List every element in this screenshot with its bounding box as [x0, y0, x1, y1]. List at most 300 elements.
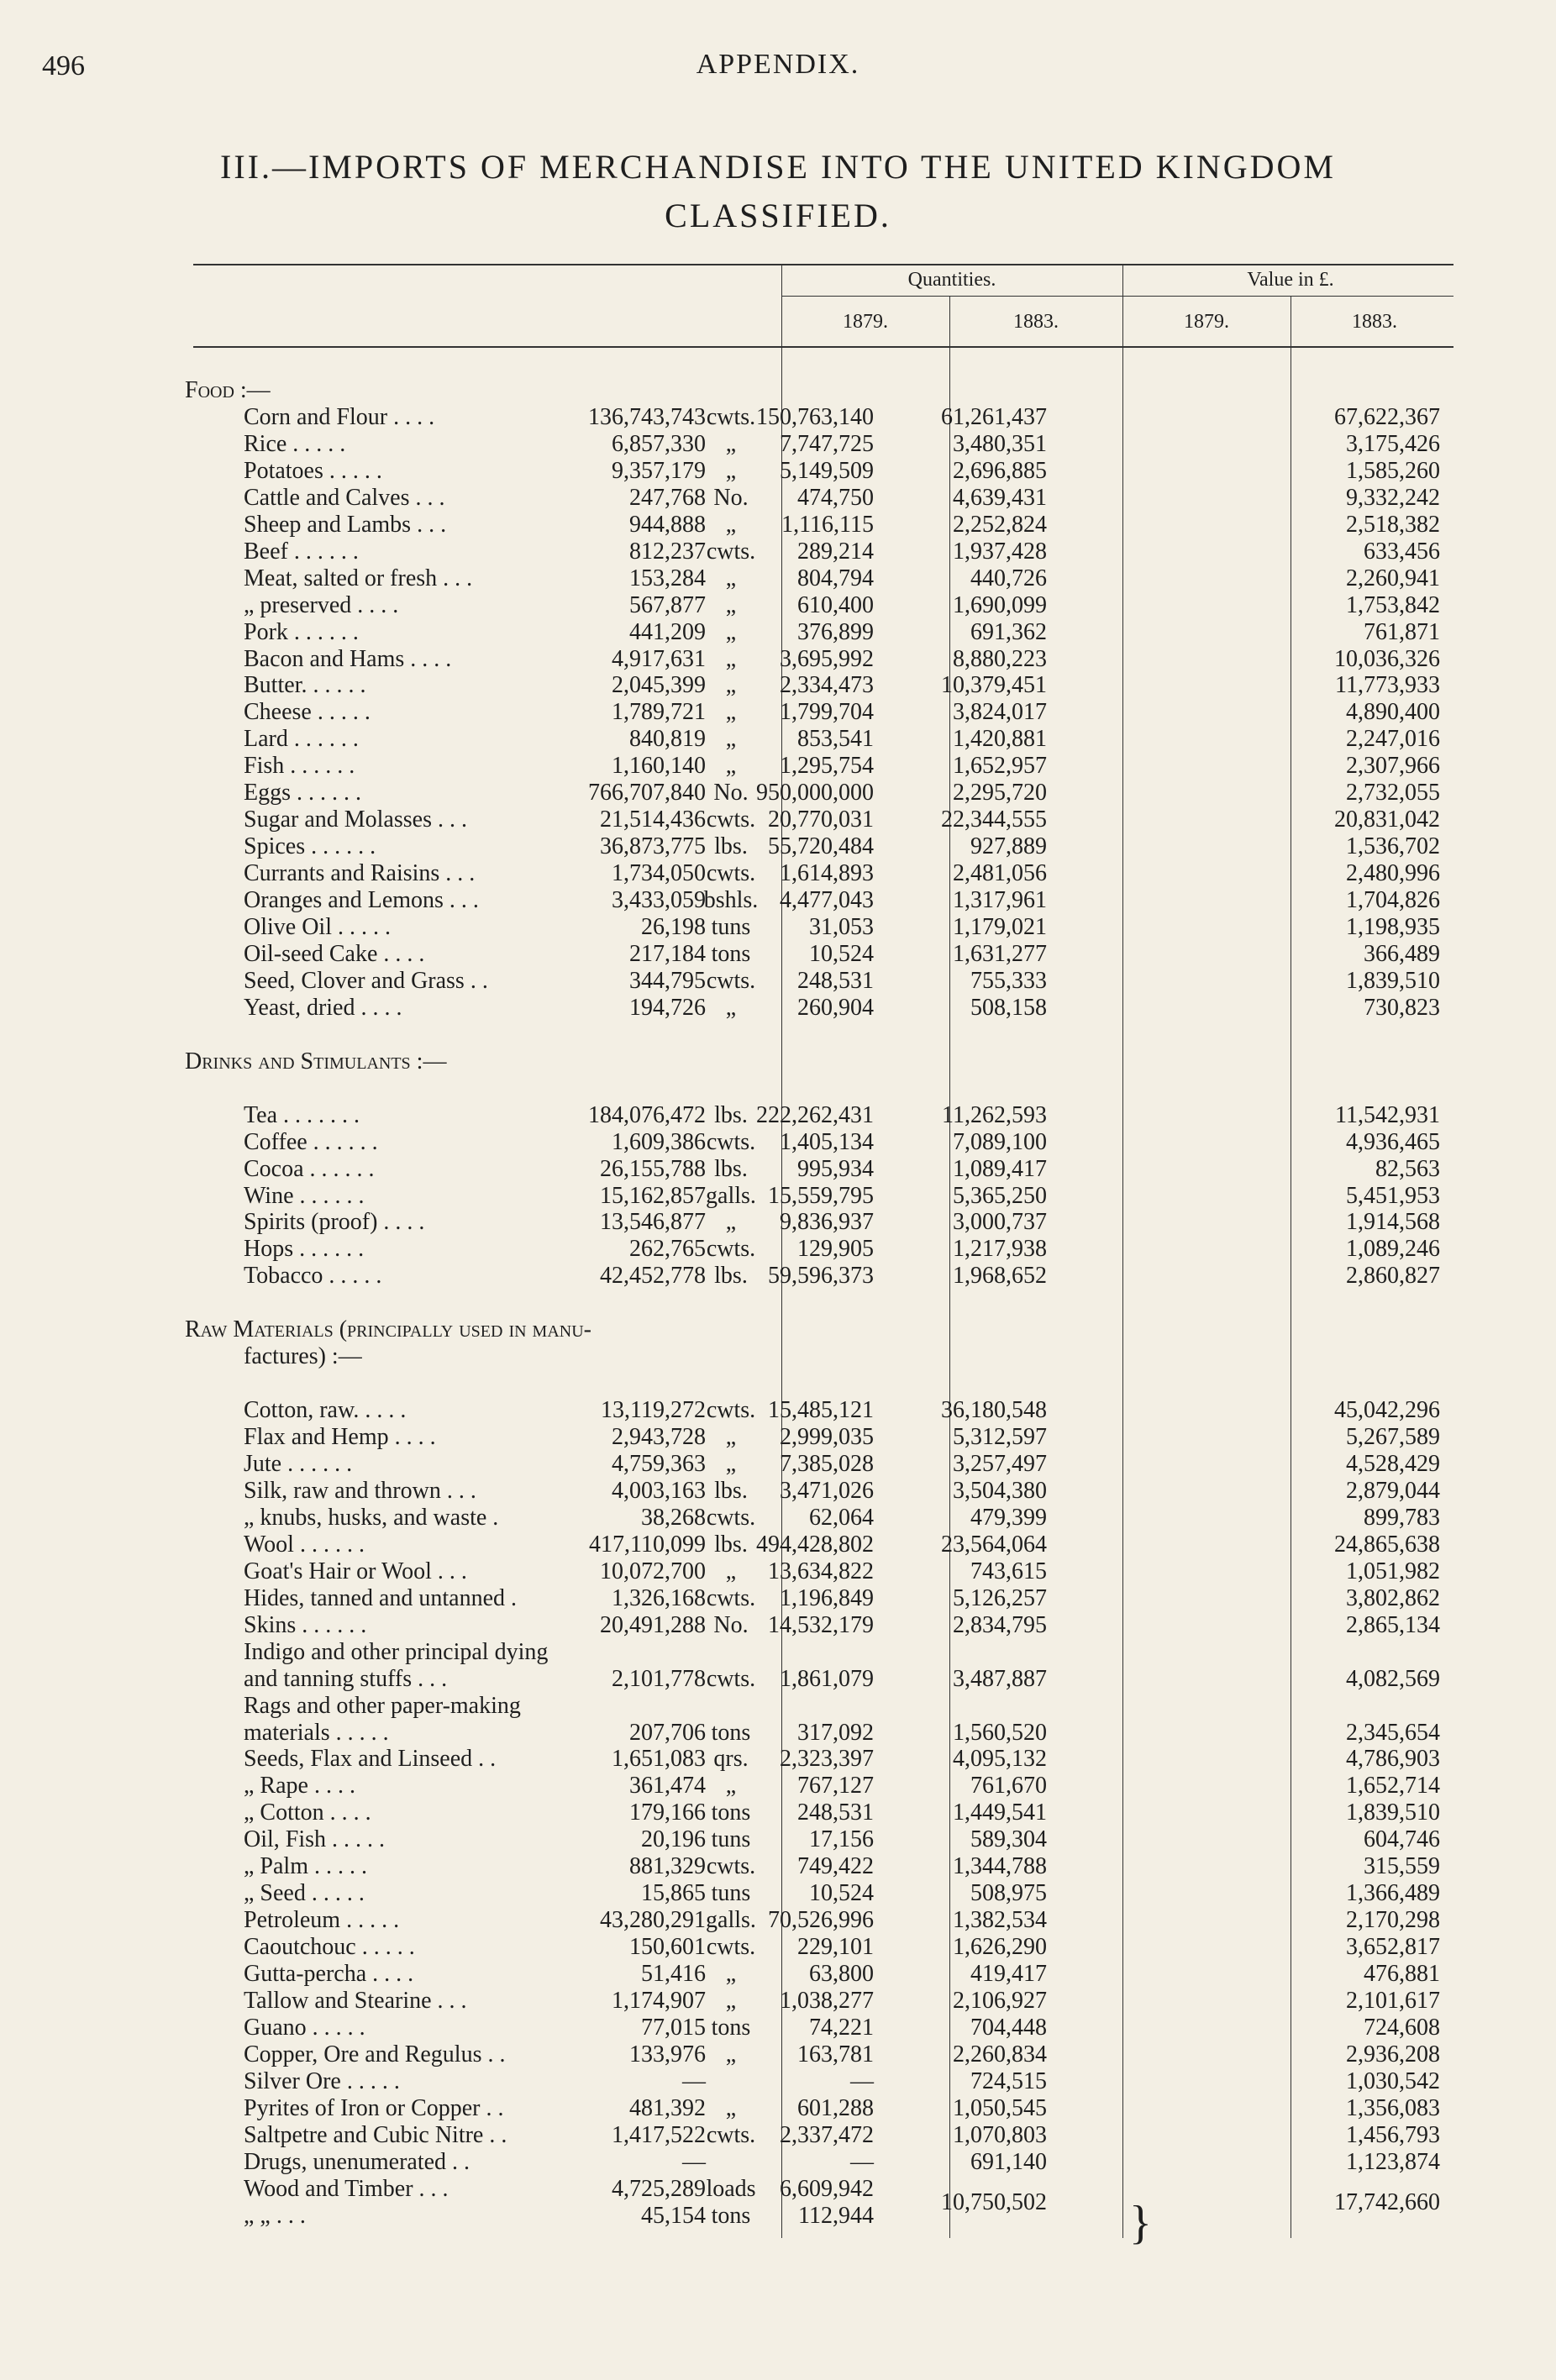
value-1883: 2,101,617: [1346, 1988, 1440, 2014]
quantity-1879: 15,162,857: [600, 1182, 706, 1209]
quantity-1879: 179,166: [629, 1799, 706, 1826]
value-1879: 3,487,887: [953, 1665, 1047, 1692]
value-1883: 5,451,953: [1346, 1182, 1440, 1209]
value-1883: 2,518,382: [1346, 511, 1440, 538]
row-unit: tons: [711, 1719, 751, 1746]
value-1883: 1,914,568: [1346, 1209, 1440, 1236]
quantity-1883: 7,385,028: [780, 1451, 874, 1477]
row-unit: cwts.: [706, 806, 756, 833]
row-label: Oil, Fish . . . . .: [244, 1826, 386, 1853]
value-1883: 476,881: [1364, 1961, 1440, 1988]
quantity-1883: 20,770,031: [768, 806, 874, 833]
quantity-1879: 247,768: [629, 484, 706, 511]
row-label: Wool . . . . . .: [244, 1531, 365, 1558]
value-1883: 9,332,242: [1346, 484, 1440, 511]
quantity-1883: 13,634,822: [768, 1558, 874, 1584]
value-1879: 1,217,938: [953, 1236, 1047, 1263]
row-label: „ Rape . . . .: [244, 1773, 355, 1799]
row-unit: „: [725, 565, 737, 591]
row-unit: cwts.: [706, 1853, 756, 1880]
value-1879: 743,615: [970, 1558, 1047, 1584]
quantity-1879: 344,795: [629, 967, 706, 994]
table-row-continuation: [176, 1074, 1462, 1102]
row-label: Beef . . . . . .: [244, 538, 359, 565]
quantity-1883: 4,477,043: [780, 887, 874, 914]
quantity-1879: 10,072,700: [600, 1558, 706, 1584]
section-heading: [176, 1316, 1462, 1343]
table-row: [176, 1906, 1462, 1934]
table-row: [176, 1933, 1462, 1961]
quantity-1883: 1,861,079: [780, 1665, 874, 1692]
row-unit: cwts.: [706, 1397, 756, 1424]
quantity-1879: 812,237: [629, 538, 706, 565]
quantity-1883: 7,747,725: [780, 430, 874, 457]
table-row: [176, 1155, 1462, 1183]
table-row: [176, 1745, 1462, 1773]
row-label: Oil-seed Cake . . . .: [244, 940, 425, 967]
quantity-1879: 20,491,288: [600, 1611, 706, 1638]
value-1879: 1,050,545: [953, 2094, 1047, 2121]
quantity-1879: 944,888: [629, 511, 706, 538]
table-row: [176, 1477, 1462, 1505]
table-row: [176, 1182, 1462, 1210]
row-label: Corn and Flour . . . .: [244, 403, 435, 430]
row-label: Spices . . . . . .: [244, 833, 376, 860]
quantity-1883: 229,101: [797, 1934, 874, 1961]
quantity-1883: 70,526,996: [768, 1907, 874, 1934]
table-row: [176, 430, 1462, 458]
quantity-1883: —: [850, 2148, 874, 2175]
quantity-1879: 13,546,877: [600, 1209, 706, 1236]
table-row: [176, 1450, 1462, 1478]
value-1883: 1,704,826: [1346, 887, 1440, 914]
quantity-1879: 2,045,399: [612, 672, 706, 699]
quantity-1883: 6,609,942: [780, 2175, 874, 2202]
col-header-v1883: 1883.: [1352, 311, 1397, 333]
table-row: [176, 2121, 1462, 2149]
value-1883: 82,563: [1375, 1155, 1440, 1182]
quantity-1883: 1,196,849: [780, 1584, 874, 1611]
row-label: Pork . . . . . .: [244, 618, 359, 645]
quantity-1879: 15,865: [641, 1880, 706, 1907]
row-label: „ Cotton . . . .: [244, 1799, 371, 1826]
row-label: Caoutchouc . . . . .: [244, 1934, 415, 1961]
quantity-1883: 10,524: [809, 940, 874, 967]
col-header-q1879: 1879.: [843, 311, 888, 333]
value-1883: 2,260,941: [1346, 565, 1440, 591]
table-row: [176, 725, 1462, 753]
value-1883: 1,356,083: [1346, 2094, 1440, 2121]
row-label: Silver Ore . . . . .: [244, 2067, 400, 2094]
row-unit: lbs.: [714, 1101, 748, 1128]
quantity-1883: 63,800: [809, 1961, 874, 1988]
table-row-continuation: [176, 1342, 1462, 1370]
value-1883: 1,839,510: [1346, 1799, 1440, 1826]
row-unit: „: [725, 1451, 737, 1477]
row-unit: tuns: [711, 1880, 751, 1907]
quantity-1879: 21,514,436: [600, 806, 706, 833]
table-row-continuation: [176, 1289, 1462, 1316]
quantity-1883: 601,288: [797, 2094, 874, 2121]
section-label: Drinks and Stimulants :—: [185, 1048, 447, 1074]
value-1879: 1,382,534: [953, 1907, 1047, 1934]
value-1879: 1,317,961: [953, 887, 1047, 914]
row-label: Meat, salted or fresh . . .: [244, 565, 473, 591]
value-1879: 691,362: [970, 618, 1047, 645]
value-1879: 927,889: [970, 833, 1047, 860]
value-1879: 2,834,795: [953, 1611, 1047, 1638]
value-1879: 1,420,881: [953, 726, 1047, 753]
row-label: Yeast, dried . . . .: [244, 994, 402, 1021]
value-1879: 3,480,351: [953, 430, 1047, 457]
quantity-1883: 1,405,134: [780, 1128, 874, 1155]
value-1883: 1,839,510: [1346, 967, 1440, 994]
section-heading: [176, 376, 1462, 404]
quantity-1879: 6,857,330: [612, 430, 706, 457]
value-1883: 3,652,817: [1346, 1934, 1440, 1961]
table-row: [176, 1504, 1462, 1532]
row-label: Guano . . . . .: [244, 2014, 365, 2041]
row-label: materials . . . . .: [244, 1719, 389, 1746]
quantity-1883: 1,614,893: [780, 860, 874, 887]
quantity-1879: 26,155,788: [600, 1155, 706, 1182]
value-1883: 11,773,933: [1335, 672, 1440, 699]
value-1879: 1,344,788: [953, 1853, 1047, 1880]
table-row: [176, 994, 1462, 1022]
row-label: Lard . . . . . .: [244, 726, 359, 753]
quantity-1879: 1,326,168: [612, 1584, 706, 1611]
value-1883: 5,267,589: [1346, 1424, 1440, 1451]
table-row: [176, 1208, 1462, 1236]
row-label: Fish . . . . . .: [244, 753, 355, 780]
row-unit: tons: [711, 2014, 751, 2041]
row-label: Rice . . . . .: [244, 430, 346, 457]
value-1883: 2,879,044: [1346, 1477, 1440, 1504]
quantity-1883: 2,334,473: [780, 672, 874, 699]
quantity-1879: 567,877: [629, 591, 706, 618]
table-row-continuation: [176, 1638, 1462, 1666]
row-label: Goat's Hair or Wool . . .: [244, 1558, 467, 1584]
value-1879: 22,344,555: [941, 806, 1047, 833]
title-line-1: III.—IMPORTS OF MERCHANDISE INTO THE UNITED KINGDOM: [220, 148, 1336, 186]
quantity-1883: 150,763,140: [756, 403, 874, 430]
value-1879: 3,824,017: [953, 699, 1047, 726]
row-unit: cwts.: [706, 2121, 756, 2148]
quantity-1879: 481,392: [629, 2094, 706, 2121]
quantity-1883: 112,944: [798, 2202, 874, 2229]
quantity-1879: 1,734,050: [612, 860, 706, 887]
header-sub-rule: [781, 296, 1453, 297]
row-unit: bshls.: [703, 887, 759, 914]
value-1879: 1,560,520: [953, 1719, 1047, 1746]
value-1883: 761,871: [1364, 618, 1440, 645]
quantity-1883: 129,905: [797, 1236, 874, 1263]
value-1879: 755,333: [970, 967, 1047, 994]
table-row: [176, 591, 1462, 619]
quantity-1879: 1,651,083: [612, 1746, 706, 1773]
running-head: APPENDIX.: [696, 49, 860, 80]
table-row: [176, 886, 1462, 914]
quantity-1879: 26,198: [641, 914, 706, 940]
row-unit: cwts.: [706, 1504, 756, 1531]
row-label: „ Seed . . . . .: [244, 1880, 365, 1907]
value-1883: 1,652,714: [1346, 1773, 1440, 1799]
value-1879: 3,504,380: [953, 1477, 1047, 1504]
quantity-1879: 45,154: [641, 2202, 706, 2229]
value-1883: 315,559: [1364, 1853, 1440, 1880]
table-row: [176, 2041, 1462, 2068]
value-1883: 1,198,935: [1346, 914, 1440, 940]
quantity-1879: 36,873,775: [600, 833, 706, 860]
value-1883: 1,030,542: [1346, 2067, 1440, 2094]
value-1883: 2,247,016: [1346, 726, 1440, 753]
value-1883: 2,345,654: [1346, 1719, 1440, 1746]
value-1879: 4,639,431: [953, 484, 1047, 511]
quantity-1879: 133,976: [629, 2041, 706, 2067]
row-label: Sugar and Molasses . . .: [244, 806, 467, 833]
quantity-1879: 766,707,840: [588, 780, 706, 806]
value-1883: 4,786,903: [1346, 1746, 1440, 1773]
table-row: [176, 833, 1462, 860]
value-1883: 730,823: [1364, 994, 1440, 1021]
table-row: [176, 511, 1462, 539]
row-unit: „: [725, 699, 737, 726]
row-unit: cwts.: [706, 403, 756, 430]
table-row: [176, 645, 1462, 673]
quantity-1883: 289,214: [797, 538, 874, 565]
quantity-1883: 15,485,121: [768, 1397, 874, 1424]
value-1879: 2,696,885: [953, 457, 1047, 484]
value-1879: 2,106,927: [953, 1988, 1047, 2014]
quantity-1883: 222,262,431: [756, 1101, 874, 1128]
quantity-1883: 14,532,179: [768, 1611, 874, 1638]
row-unit: „: [725, 726, 737, 753]
table-row: [176, 913, 1462, 941]
value-1883: 3,175,426: [1346, 430, 1440, 457]
quantity-1883: 767,127: [797, 1773, 874, 1799]
table-row: [176, 618, 1462, 646]
row-unit: cwts.: [706, 1665, 756, 1692]
value-1879: 1,652,957: [953, 753, 1047, 780]
value-1883: 724,608: [1364, 2014, 1440, 2041]
quantity-1879: 1,609,386: [612, 1128, 706, 1155]
row-label: Spirits (proof) . . . .: [244, 1209, 425, 1236]
quantity-1879: 1,417,522: [612, 2121, 706, 2148]
value-1879: 5,312,597: [953, 1424, 1047, 1451]
value-1879: 2,481,056: [953, 860, 1047, 887]
quantity-1883: 248,531: [797, 1799, 874, 1826]
quantity-1883: 62,064: [809, 1504, 874, 1531]
quantity-1883: 248,531: [797, 967, 874, 994]
value-1883: 633,456: [1364, 538, 1440, 565]
row-label: Drugs, unenumerated . .: [244, 2148, 470, 2175]
quantity-1879: 840,819: [629, 726, 706, 753]
table-row: [176, 1101, 1462, 1129]
row-label: Bacon and Hams . . . .: [244, 645, 452, 672]
row-unit: cwts.: [706, 538, 756, 565]
row-unit: tuns: [711, 914, 751, 940]
row-label: „ preserved . . . .: [244, 591, 399, 618]
value-1883: 1,753,842: [1346, 591, 1440, 618]
value-1883: 4,082,569: [1346, 1665, 1440, 1692]
row-label: Cattle and Calves . . .: [244, 484, 445, 511]
row-unit: lbs.: [714, 1155, 748, 1182]
quantity-1879: 1,789,721: [612, 699, 706, 726]
row-label: Saltpetre and Cubic Nitre . .: [244, 2121, 507, 2148]
quantity-1879: 184,076,472: [588, 1101, 706, 1128]
table-row: [176, 2202, 1462, 2230]
row-label: „ Palm . . . . .: [244, 1853, 367, 1880]
row-unit: tons: [711, 1799, 751, 1826]
row-unit: „: [725, 1558, 737, 1584]
table-row: [176, 1423, 1462, 1451]
quantity-1879: 1,174,907: [612, 1988, 706, 2014]
row-unit: „: [725, 1424, 737, 1451]
row-unit: galls.: [706, 1907, 756, 1934]
value-1883: 604,746: [1364, 1826, 1440, 1853]
page-number: 496: [42, 50, 85, 81]
row-label: Copper, Ore and Regulus . .: [244, 2041, 506, 2067]
quantity-1883: 15,559,795: [768, 1182, 874, 1209]
row-label: Skins . . . . . .: [244, 1611, 367, 1638]
value-1883: 2,865,134: [1346, 1611, 1440, 1638]
quantity-1879: 150,601: [629, 1934, 706, 1961]
value-1879: 36,180,548: [941, 1397, 1047, 1424]
value-1883: 67,622,367: [1334, 403, 1440, 430]
table-row: [176, 967, 1462, 995]
quantity-1879: 2,101,778: [612, 1665, 706, 1692]
row-unit: „: [725, 672, 737, 699]
quantity-1879: 262,765: [629, 1236, 706, 1263]
table-row: [176, 1772, 1462, 1799]
row-label: Seed, Clover and Grass . .: [244, 967, 488, 994]
table-row: [176, 806, 1462, 833]
row-unit: tuns: [711, 1826, 751, 1853]
row-unit: lbs.: [714, 1263, 748, 1290]
table-row: [176, 403, 1462, 431]
quantity-1883: 2,323,397: [780, 1746, 874, 1773]
quantity-1883: 317,092: [797, 1719, 874, 1746]
value-1879: 1,968,652: [953, 1263, 1047, 1290]
value-1879: 3,000,737: [953, 1209, 1047, 1236]
quantity-1879: 207,706: [629, 1719, 706, 1746]
value-1879: 479,399: [970, 1504, 1047, 1531]
col-header-v1879: 1879.: [1184, 311, 1229, 333]
table-row: [176, 1558, 1462, 1585]
row-unit: „: [725, 1773, 737, 1799]
row-unit: „: [725, 430, 737, 457]
quantity-1883: 163,781: [797, 2041, 874, 2067]
row-unit: tons: [711, 2202, 751, 2229]
table-row: [176, 671, 1462, 699]
quantity-1883: 1,116,115: [781, 511, 874, 538]
row-label: factures) :—: [244, 1343, 362, 1370]
quantity-1883: 74,221: [809, 2014, 874, 2041]
value-1879: 508,158: [970, 994, 1047, 1021]
quantity-1883: 59,596,373: [768, 1263, 874, 1290]
value-1879: 1,449,541: [953, 1799, 1047, 1826]
row-label: Eggs . . . . . .: [244, 780, 361, 806]
row-unit: qrs.: [713, 1746, 749, 1773]
row-label: Indigo and other principal dying: [244, 1638, 549, 1665]
quantity-1883: 494,428,802: [756, 1531, 874, 1558]
value-1879: 1,631,277: [953, 940, 1047, 967]
table-row: [176, 1987, 1462, 2015]
quantity-1883: 1,038,277: [780, 1988, 874, 2014]
row-label: Flax and Hemp . . . .: [244, 1424, 436, 1451]
row-label: Coffee . . . . . .: [244, 1128, 378, 1155]
row-label: Wood and Timber . . .: [244, 2175, 449, 2202]
quantity-1879: —: [682, 2148, 706, 2175]
value-1879: 1,937,428: [953, 538, 1047, 565]
value-1879: 5,126,257: [953, 1584, 1047, 1611]
quantity-1879: 441,209: [629, 618, 706, 645]
row-label: Butter. . . . . .: [244, 672, 366, 699]
value-1883: 1,536,702: [1346, 833, 1440, 860]
value-1883: 1,585,260: [1346, 457, 1440, 484]
quantity-1883: 55,720,484: [768, 833, 874, 860]
quantity-1883: 3,471,026: [780, 1477, 874, 1504]
quantity-1883: 17,156: [809, 1826, 874, 1853]
quantity-1879: 9,357,179: [612, 457, 706, 484]
table-row-continuation: [176, 1021, 1462, 1048]
quantity-1879: 38,268: [641, 1504, 706, 1531]
row-label: Potatoes . . . . .: [244, 457, 382, 484]
table-row: [176, 940, 1462, 968]
table-row: [176, 1719, 1462, 1747]
table-title: [0, 143, 1556, 240]
row-unit: cwts.: [706, 1236, 756, 1263]
value-1879: 724,515: [970, 2067, 1047, 2094]
value-1883: 4,528,429: [1346, 1451, 1440, 1477]
value-1883: 1,123,874: [1346, 2148, 1440, 2175]
value-1879: 440,726: [970, 565, 1047, 591]
quantity-1883: 2,999,035: [780, 1424, 874, 1451]
quantity-1883: 3,695,992: [780, 645, 874, 672]
table-row: [176, 752, 1462, 780]
table-row: [176, 1584, 1462, 1612]
value-1879: 10,750,502: [941, 2188, 1047, 2215]
row-unit: „: [725, 591, 737, 618]
value-1879: 61,261,437: [941, 403, 1047, 430]
row-label: Hops . . . . . .: [244, 1236, 365, 1263]
row-unit: „: [725, 2041, 737, 2067]
quantity-1883: 853,541: [797, 726, 874, 753]
top-rule: [193, 264, 1453, 265]
value-1879: 1,179,021: [953, 914, 1047, 940]
quantity-1879: 51,416: [641, 1961, 706, 1988]
row-label: Cheese . . . . .: [244, 699, 371, 726]
value-1883: 4,890,400: [1346, 699, 1440, 726]
value-1879: 419,417: [970, 1961, 1047, 1988]
value-1879: 1,070,803: [953, 2121, 1047, 2148]
quantity-1879: 43,280,291: [600, 1907, 706, 1934]
quantity-1879: 361,474: [629, 1773, 706, 1799]
table-row: [176, 1531, 1462, 1558]
table-row: [176, 2148, 1462, 2176]
row-unit: „: [725, 994, 737, 1021]
table-row: [176, 1262, 1462, 1290]
row-label: Jute . . . . . .: [244, 1451, 353, 1477]
quantity-1883: —: [850, 2067, 874, 2094]
quantity-1883: 804,794: [797, 565, 874, 591]
value-1879: 5,365,250: [953, 1182, 1047, 1209]
quantity-1879: 3,433,059: [612, 887, 706, 914]
row-unit: lbs.: [714, 1531, 748, 1558]
table-row: [176, 1235, 1462, 1263]
row-label: Rags and other paper-making: [244, 1692, 521, 1719]
value-1879: 7,089,100: [953, 1128, 1047, 1155]
